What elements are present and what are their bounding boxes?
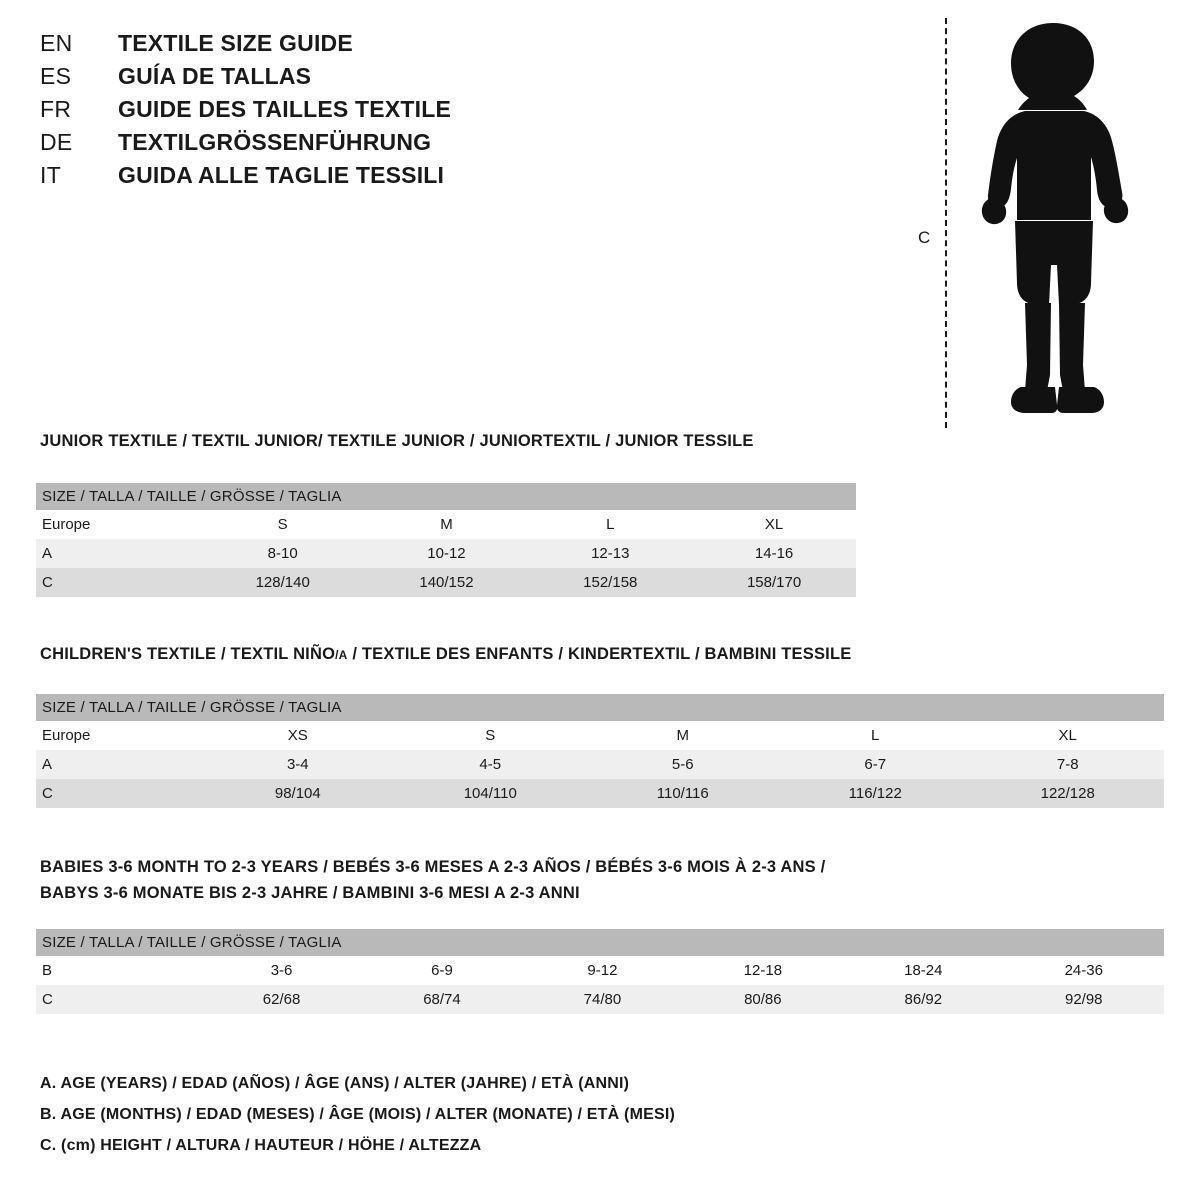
title-text-es: GUÍA DE TALLAS (118, 63, 312, 89)
cell-height: 116/122 (779, 779, 971, 808)
band-label-children: SIZE / TALLA / TAILLE / GRÖSSE / TAGLIA (36, 694, 1164, 721)
section-heading-children (40, 645, 851, 664)
cell-age-months: 9-12 (522, 956, 682, 985)
cell-height: 74/80 (522, 985, 682, 1014)
table-row (36, 568, 856, 597)
table-row (36, 956, 1164, 985)
cell-height: 158/170 (692, 568, 856, 597)
table-row (36, 510, 856, 539)
title-text-en: TEXTILE SIZE GUIDE (118, 30, 353, 56)
height-measure-line (945, 18, 947, 428)
cell-size: L (779, 721, 971, 750)
row-label-c: C (36, 568, 201, 597)
cell-size: XS (202, 721, 394, 750)
cell-age: 4-5 (394, 750, 586, 779)
table-band-children (36, 694, 1164, 721)
table-row (36, 985, 1164, 1014)
cell-height: 128/140 (201, 568, 365, 597)
legend-line-c-post: HEIGHT / ALTURA / HAUTEUR / HÖHE / ALTEZZA (95, 1137, 482, 1155)
table-row (36, 539, 856, 568)
cell-age: 6-7 (779, 750, 971, 779)
title-text-it: GUIDA ALLE TAGLIE TESSILI (118, 162, 445, 188)
row-label-c: C (36, 779, 202, 808)
title-row-fr (40, 96, 600, 123)
child-silhouette-icon (955, 15, 1155, 425)
legend-line-c-pre: C. (40, 1137, 62, 1155)
row-label-a: A (36, 750, 202, 779)
table-row (36, 779, 1164, 808)
cell-height: 68/74 (362, 985, 522, 1014)
language-code-fr: FR (40, 96, 72, 122)
cell-age-months: 6-9 (362, 956, 522, 985)
cell-height: 92/98 (1004, 985, 1164, 1014)
band-label-junior: SIZE / TALLA / TAILLE / GRÖSSE / TAGLIA (36, 483, 856, 510)
section-heading-children-pre: CHILDREN'S TEXTILE / TEXTIL NIÑO (40, 645, 336, 663)
title-text-de: TEXTILGRÖSSENFÜHRUNG (118, 129, 432, 155)
cell-age-months: 18-24 (843, 956, 1003, 985)
section-heading-babies (40, 855, 1040, 906)
title-block (40, 30, 600, 195)
legend-line-c (40, 1130, 675, 1161)
size-table-junior (36, 483, 856, 597)
cell-height: 140/152 (365, 568, 529, 597)
title-row-de (40, 129, 600, 156)
cell-height: 86/92 (843, 985, 1003, 1014)
row-label-c: C (36, 985, 201, 1014)
section-heading-babies-line1: BABIES 3-6 MONTH TO 2-3 YEARS / BEBÉS 3-6 MESES A 2-3 AÑOS / BÉBÉS 3-6 MOIS À 2-3 ANS / (40, 858, 826, 876)
cell-size: S (394, 721, 586, 750)
language-code-en: EN (40, 30, 73, 56)
title-text-fr: GUIDE DES TAILLES TEXTILE (118, 96, 451, 122)
language-code-de: DE (40, 129, 73, 155)
legend (40, 1068, 675, 1162)
cell-size: S (201, 510, 365, 539)
language-code-es: ES (40, 63, 72, 89)
cell-age: 3-4 (202, 750, 394, 779)
row-label-europe: Europe (36, 721, 202, 750)
height-figure (900, 10, 1160, 430)
size-table-babies (36, 929, 1164, 1014)
section-heading-babies-line2: BABYS 3-6 MONATE BIS 2-3 JAHRE / BAMBINI 3-6 MESI A 2-3 ANNI (40, 883, 580, 902)
cell-age: 12-13 (528, 539, 692, 568)
table-row (36, 750, 1164, 779)
cell-age: 10-12 (365, 539, 529, 568)
cell-size: M (587, 721, 779, 750)
cell-height: 80/86 (683, 985, 843, 1014)
section-heading-junior: JUNIOR TEXTILE / TEXTIL JUNIOR/ TEXTILE JUNIOR / JUNIORTEXTIL / JUNIOR TESSILE (40, 432, 754, 450)
title-row-es (40, 63, 600, 90)
cell-height: 104/110 (394, 779, 586, 808)
cell-height: 152/158 (528, 568, 692, 597)
row-label-europe: Europe (36, 510, 201, 539)
language-code-it: IT (40, 162, 62, 188)
title-row-en (40, 30, 600, 57)
legend-line-c-unit: (cm) (61, 1137, 96, 1155)
cell-age: 7-8 (971, 750, 1164, 779)
legend-line-b: B. AGE (MONTHS) / EDAD (MESES) / ÂGE (MOIS) / ALTER (MONATE) / ETÀ (MESI) (40, 1106, 676, 1124)
cell-height: 62/68 (201, 985, 361, 1014)
cell-size: M (365, 510, 529, 539)
row-label-a: A (36, 539, 201, 568)
cell-age: 14-16 (692, 539, 856, 568)
cell-size: L (528, 510, 692, 539)
cell-size: XL (692, 510, 856, 539)
section-heading-children-sub: /A (335, 648, 348, 662)
section-heading-children-post: / TEXTILE DES ENFANTS / KINDERTEXTIL / BAMBINI TESSILE (347, 645, 852, 663)
cell-size: XL (971, 721, 1164, 750)
cell-height: 98/104 (202, 779, 394, 808)
cell-age-months: 24-36 (1004, 956, 1164, 985)
table-row (36, 721, 1164, 750)
cell-age-months: 12-18 (683, 956, 843, 985)
band-label-babies: SIZE / TALLA / TAILLE / GRÖSSE / TAGLIA (36, 929, 1164, 956)
title-row-it (40, 162, 600, 189)
row-label-b: B (36, 956, 201, 985)
height-measure-label: C (918, 228, 931, 247)
cell-height: 110/116 (587, 779, 779, 808)
table-band-junior (36, 483, 856, 510)
table-band-babies (36, 929, 1164, 956)
cell-age-months: 3-6 (201, 956, 361, 985)
legend-line-a: A. AGE (YEARS) / EDAD (AÑOS) / ÂGE (ANS) / ALTER (JAHRE) / ETÀ (ANNI) (40, 1075, 630, 1092)
cell-age: 8-10 (201, 539, 365, 568)
size-table-children (36, 694, 1164, 808)
cell-age: 5-6 (587, 750, 779, 779)
cell-height: 122/128 (971, 779, 1164, 808)
